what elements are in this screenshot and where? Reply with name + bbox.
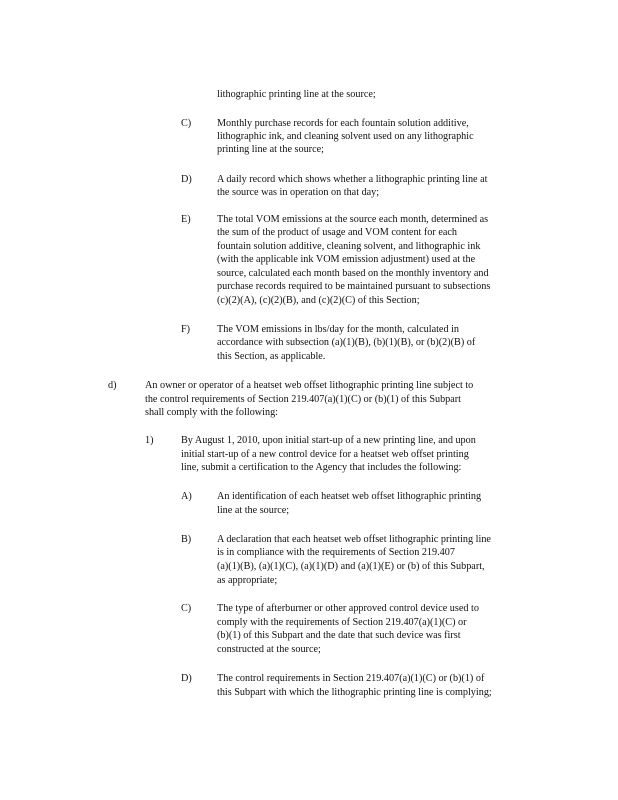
sub-d-line: this Subpart with which the lithographic printing line is complying; (217, 687, 492, 698)
item-1-line: initial start-up of a new control device for a heatset web offset printing (181, 449, 469, 460)
item-c-line: printing line at the source; (217, 144, 324, 155)
sub-b-line: (a)(1)(B), (a)(1)(C), (a)(1)(D) and (a)(1)(E) or (b) of this Subpart, (217, 561, 485, 572)
sub-b-line: A declaration that each heatset web offset lithographic printing line (217, 534, 491, 545)
item-e-line: fountain solution additive, cleaning solvent, and lithographic ink (217, 241, 481, 252)
sub-a-line: An identification of each heatset web offset lithographic printing (217, 491, 482, 502)
item-1-line: By August 1, 2010, upon initial start-up of a new printing line, and upon (181, 435, 476, 446)
sub-a-line: line at the source; (217, 505, 290, 516)
item-d-label: D) (181, 174, 192, 185)
item-e-line: purchase records required to be maintained pursuant to subsections (217, 281, 491, 292)
sub-b-line: is in compliance with the requirements of Section 219.407 (217, 547, 455, 558)
section-d-label: d) (108, 380, 117, 391)
sub-c-line: constructed at the source; (217, 644, 321, 655)
sub-c-label: C) (181, 603, 192, 614)
item-f-line: The VOM emissions in lbs/day for the month, calculated in (217, 324, 460, 335)
sub-a-label: A) (181, 491, 192, 502)
item-e-line: (c)(2)(A), (c)(2)(B), and (c)(2)(C) of this Section; (217, 295, 420, 306)
item-e-line: source, calculated each month based on the monthly inventory and (217, 268, 489, 279)
section-d-line: An owner or operator of a heatset web offset lithographic printing line subject to (145, 380, 474, 391)
item-c-line: Monthly purchase records for each fountain solution additive, (217, 118, 469, 129)
sub-b-line: as appropriate; (217, 575, 278, 586)
item-e-label: E) (181, 214, 191, 225)
sub-c-line: (b)(1) of this Subpart and the date that such device was first (217, 630, 461, 641)
item-e-line: The total VOM emissions at the source each month, determined as (217, 214, 489, 225)
item-d-line: A daily record which shows whether a lithographic printing line at (217, 174, 488, 185)
sub-d-line: The control requirements in Section 219.407(a)(1)(C) or (b)(1) of (217, 673, 485, 684)
sub-c-line: The type of afterburner or other approved control device used to (217, 603, 479, 614)
intro-line: lithographic printing line at the source; (217, 89, 376, 100)
section-d-line: shall comply with the following: (145, 407, 278, 418)
sub-d-label: D) (181, 673, 192, 684)
item-f-line: this Section, as applicable. (217, 351, 326, 362)
item-f-line: accordance with subsection (a)(1)(B), (b)(1)(B), or (b)(2)(B) of (217, 337, 476, 348)
item-1-line: line, submit a certification to the Agency that includes the following: (181, 462, 462, 473)
item-f-label: F) (181, 324, 191, 335)
item-d-line: the source was in operation on that day; (217, 187, 380, 198)
item-c-line: lithographic ink, and cleaning solvent used on any lithographic (217, 131, 474, 142)
sub-b-label: B) (181, 534, 192, 545)
item-1-label: 1) (145, 435, 154, 446)
item-e-line: the sum of the product of usage and VOM content for each (217, 227, 457, 238)
item-e-line: (with the applicable ink VOM emission adjustment) used at the (217, 254, 476, 265)
section-d-line: the control requirements of Section 219.407(a)(1)(C) or (b)(1) of this Subpart (145, 394, 462, 405)
sub-c-line: comply with the requirements of Section 219.407(a)(1)(C) or (217, 617, 467, 628)
item-c-label: C) (181, 118, 192, 129)
